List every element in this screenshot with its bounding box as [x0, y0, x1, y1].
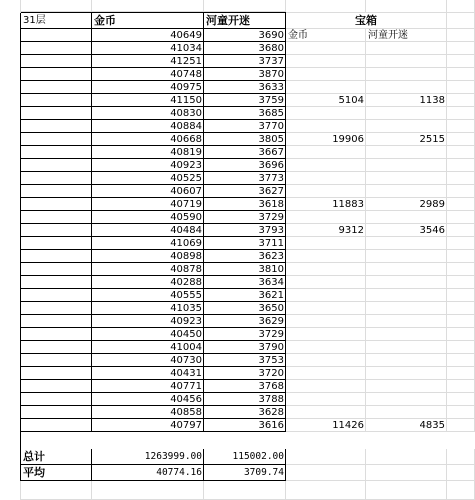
- empty-cell[interactable]: [447, 42, 475, 55]
- empty-cell[interactable]: [447, 0, 475, 13]
- treasure-gold-cell[interactable]: [286, 237, 366, 250]
- gold-cell[interactable]: 41150: [92, 94, 204, 107]
- floor-cell[interactable]: [21, 419, 92, 432]
- treasure-hetong-cell[interactable]: [366, 328, 447, 341]
- empty-cell[interactable]: [447, 68, 475, 81]
- table-row: [0, 159, 475, 172]
- treasure-hetong-cell[interactable]: [366, 159, 447, 172]
- empty-cell[interactable]: [447, 81, 475, 94]
- floor-cell[interactable]: [21, 276, 92, 289]
- treasure-gold-cell[interactable]: [286, 289, 366, 302]
- table-row: [0, 172, 475, 185]
- gold-cell[interactable]: 40484: [92, 224, 204, 237]
- empty-cell[interactable]: [204, 481, 286, 500]
- empty-cell[interactable]: [447, 263, 475, 276]
- treasure-gold-cell[interactable]: [286, 341, 366, 354]
- total-label-cell[interactable]: 总计: [21, 449, 92, 465]
- treasure-hetong-cell[interactable]: [366, 146, 447, 159]
- treasure-hetong-cell[interactable]: [366, 341, 447, 354]
- floor-cell[interactable]: [21, 380, 92, 393]
- empty-cell[interactable]: [447, 328, 475, 341]
- gold-cell[interactable]: 41035: [92, 302, 204, 315]
- treasure-gold-cell[interactable]: [286, 302, 366, 315]
- floor-cell[interactable]: [21, 81, 92, 94]
- floor-cell[interactable]: [21, 406, 92, 419]
- empty-cell[interactable]: [447, 354, 475, 367]
- floor-cell[interactable]: [21, 107, 92, 120]
- treasure-gold-cell[interactable]: [286, 211, 366, 224]
- floor-cell[interactable]: [21, 289, 92, 302]
- treasure-hetong-cell[interactable]: [366, 107, 447, 120]
- gold-cell[interactable]: 41069: [92, 237, 204, 250]
- table-row: [0, 94, 475, 107]
- treasure-gold-cell[interactable]: [286, 393, 366, 406]
- treasure-hetong-cell[interactable]: [366, 81, 447, 94]
- floor-cell[interactable]: [21, 211, 92, 224]
- hetong-cell[interactable]: 3621: [204, 289, 286, 302]
- hetong-cell[interactable]: 3711: [204, 237, 286, 250]
- table-row: [0, 276, 475, 289]
- treasure-gold-cell[interactable]: [286, 263, 366, 276]
- hetong-cell[interactable]: 3685: [204, 107, 286, 120]
- empty-cell[interactable]: [286, 449, 366, 465]
- treasure-gold-cell[interactable]: 11426: [286, 419, 366, 432]
- empty-cell[interactable]: [447, 393, 475, 406]
- floor-cell[interactable]: [21, 94, 92, 107]
- treasure-hetong-cell[interactable]: [366, 315, 447, 328]
- floor-cell[interactable]: [21, 133, 92, 146]
- gold-cell[interactable]: 40878: [92, 263, 204, 276]
- total-gold-cell[interactable]: 1263999.00: [92, 449, 204, 465]
- treasure-hetong-cell[interactable]: [366, 237, 447, 250]
- hetong-cell[interactable]: 3770: [204, 120, 286, 133]
- table-row: [0, 133, 475, 146]
- gold-cell[interactable]: 40450: [92, 328, 204, 341]
- treasure-gold-cell[interactable]: [286, 250, 366, 263]
- treasure-gold-cell[interactable]: [286, 380, 366, 393]
- treasure-gold-cell[interactable]: 5104: [286, 94, 366, 107]
- empty-cell[interactable]: [366, 449, 447, 465]
- empty-cell[interactable]: [447, 367, 475, 380]
- floor-cell[interactable]: [21, 354, 92, 367]
- floor-cell[interactable]: [21, 328, 92, 341]
- table-row: [0, 419, 475, 432]
- gold-cell[interactable]: 40819: [92, 146, 204, 159]
- treasure-hetong-cell[interactable]: [366, 393, 447, 406]
- hetong-cell[interactable]: 3788: [204, 393, 286, 406]
- average-label-cell[interactable]: 平均: [21, 465, 92, 481]
- empty-cell[interactable]: [447, 146, 475, 159]
- gold-cell[interactable]: 40730: [92, 354, 204, 367]
- hetong-cell[interactable]: 3690: [204, 29, 286, 42]
- hetong-cell[interactable]: 3729: [204, 211, 286, 224]
- treasure-gold-cell[interactable]: [286, 120, 366, 133]
- treasure-hetong-cell[interactable]: [366, 55, 447, 68]
- treasure-gold-cell[interactable]: 19906: [286, 133, 366, 146]
- treasure-gold-cell[interactable]: [286, 55, 366, 68]
- treasure-gold-cell[interactable]: [286, 406, 366, 419]
- treasure-hetong-cell[interactable]: [366, 354, 447, 367]
- gold-cell[interactable]: 40719: [92, 198, 204, 211]
- treasure-gold-cell[interactable]: [286, 107, 366, 120]
- empty-cell[interactable]: [447, 449, 475, 465]
- hetong-cell[interactable]: 3720: [204, 367, 286, 380]
- treasure-gold-cell[interactable]: [286, 354, 366, 367]
- empty-row: [0, 481, 475, 500]
- average-gold-cell[interactable]: 40774.16: [92, 465, 204, 481]
- empty-cell[interactable]: [447, 198, 475, 211]
- table-row: [0, 315, 475, 328]
- floor-cell[interactable]: [21, 172, 92, 185]
- treasure-gold-cell[interactable]: 11883: [286, 198, 366, 211]
- gold-cell[interactable]: 40830: [92, 107, 204, 120]
- floor-cell[interactable]: [21, 185, 92, 198]
- empty-cell[interactable]: [447, 29, 475, 42]
- gold-cell[interactable]: 40797: [92, 419, 204, 432]
- gold-cell[interactable]: 40923: [92, 159, 204, 172]
- total-hetong-cell[interactable]: 115002.00: [204, 449, 286, 465]
- floor-cell[interactable]: [21, 237, 92, 250]
- treasure-hetong-header[interactable]: 河童开迷: [366, 29, 447, 42]
- table-row: [0, 237, 475, 250]
- empty-cell[interactable]: [286, 481, 366, 500]
- treasure-gold-cell[interactable]: [286, 68, 366, 81]
- treasure-hetong-cell[interactable]: [366, 380, 447, 393]
- floor-label-cell[interactable]: 31层: [21, 13, 92, 29]
- floor-cell[interactable]: [21, 224, 92, 237]
- table-row: [0, 367, 475, 380]
- empty-cell[interactable]: [447, 133, 475, 146]
- treasure-hetong-cell[interactable]: 3546: [366, 224, 447, 237]
- empty-cell[interactable]: [447, 172, 475, 185]
- empty-cell[interactable]: [286, 465, 366, 481]
- empty-cell[interactable]: [286, 0, 366, 13]
- empty-cell[interactable]: [447, 302, 475, 315]
- treasure-gold-cell[interactable]: 9312: [286, 224, 366, 237]
- table-row: [0, 406, 475, 419]
- gold-cell[interactable]: 40456: [92, 393, 204, 406]
- gold-cell[interactable]: 40898: [92, 250, 204, 263]
- treasure-gold-cell[interactable]: [286, 315, 366, 328]
- empty-cell[interactable]: [447, 185, 475, 198]
- treasure-hetong-cell[interactable]: [366, 172, 447, 185]
- empty-row: [0, 0, 475, 13]
- hetong-cell[interactable]: 3696: [204, 159, 286, 172]
- table-row: [0, 29, 475, 42]
- table-row: [0, 393, 475, 406]
- hetong-cell[interactable]: 3870: [204, 68, 286, 81]
- empty-cell[interactable]: [447, 315, 475, 328]
- hetong-cell[interactable]: 3650: [204, 302, 286, 315]
- hetong-cell[interactable]: 3790: [204, 341, 286, 354]
- header-row: [0, 13, 475, 29]
- treasure-hetong-cell[interactable]: 2515: [366, 133, 447, 146]
- treasure-gold-cell[interactable]: [286, 367, 366, 380]
- treasure-hetong-cell[interactable]: 1138: [366, 94, 447, 107]
- floor-cell[interactable]: [21, 42, 92, 55]
- gold-cell[interactable]: 40748: [92, 68, 204, 81]
- gold-cell[interactable]: 40668: [92, 133, 204, 146]
- table-row: [0, 185, 475, 198]
- hetong-cell[interactable]: 3759: [204, 94, 286, 107]
- treasure-header[interactable]: 宝箱: [286, 13, 447, 29]
- treasure-hetong-cell[interactable]: [366, 120, 447, 133]
- empty-cell[interactable]: [447, 55, 475, 68]
- hetong-cell[interactable]: 3768: [204, 380, 286, 393]
- table-row: [0, 55, 475, 68]
- table-row: [0, 107, 475, 120]
- table-row: [0, 302, 475, 315]
- empty-cell[interactable]: [21, 481, 92, 500]
- hetong-cell[interactable]: 3680: [204, 42, 286, 55]
- empty-cell[interactable]: [447, 419, 475, 432]
- gold-cell[interactable]: 40431: [92, 367, 204, 380]
- empty-cell[interactable]: [447, 159, 475, 172]
- hetong-cell[interactable]: 3805: [204, 133, 286, 146]
- gold-cell[interactable]: 41251: [92, 55, 204, 68]
- treasure-hetong-cell[interactable]: [366, 185, 447, 198]
- empty-cell[interactable]: [447, 250, 475, 263]
- treasure-gold-cell[interactable]: [286, 172, 366, 185]
- empty-cell[interactable]: [447, 94, 475, 107]
- treasure-gold-cell[interactable]: [286, 81, 366, 94]
- treasure-gold-cell[interactable]: [286, 42, 366, 55]
- hetong-cell[interactable]: 3737: [204, 55, 286, 68]
- floor-cell[interactable]: [21, 55, 92, 68]
- table-row: [0, 224, 475, 237]
- table-row: [0, 289, 475, 302]
- average-row: [0, 465, 475, 481]
- hetong-cell[interactable]: 3773: [204, 172, 286, 185]
- hetong-cell[interactable]: 3628: [204, 406, 286, 419]
- table-row: [0, 81, 475, 94]
- hetong-cell[interactable]: 3793: [204, 224, 286, 237]
- treasure-gold-cell[interactable]: [286, 146, 366, 159]
- gold-cell[interactable]: 40975: [92, 81, 204, 94]
- floor-cell[interactable]: [21, 250, 92, 263]
- hetong-cell[interactable]: 3616: [204, 419, 286, 432]
- hetong-cell[interactable]: 3667: [204, 146, 286, 159]
- treasure-gold-cell[interactable]: [286, 185, 366, 198]
- treasure-gold-cell[interactable]: [286, 276, 366, 289]
- treasure-hetong-cell[interactable]: 4835: [366, 419, 447, 432]
- empty-cell[interactable]: [447, 13, 475, 29]
- floor-cell[interactable]: [21, 120, 92, 133]
- empty-cell[interactable]: [366, 465, 447, 481]
- table-row: [0, 328, 475, 341]
- hetong-cell[interactable]: 3627: [204, 185, 286, 198]
- gold-cell[interactable]: 40288: [92, 276, 204, 289]
- hetong-cell[interactable]: 3729: [204, 328, 286, 341]
- floor-cell[interactable]: [21, 263, 92, 276]
- treasure-hetong-cell[interactable]: [366, 68, 447, 81]
- treasure-hetong-cell[interactable]: [366, 263, 447, 276]
- empty-cell[interactable]: [447, 107, 475, 120]
- treasure-hetong-cell[interactable]: [366, 302, 447, 315]
- gold-cell[interactable]: 40525: [92, 172, 204, 185]
- floor-cell[interactable]: [21, 315, 92, 328]
- empty-cell[interactable]: [447, 481, 475, 500]
- total-row: [0, 449, 475, 465]
- hetong-cell[interactable]: 3810: [204, 263, 286, 276]
- hetong-column-header[interactable]: 河童开迷: [204, 13, 286, 29]
- floor-cell[interactable]: [21, 393, 92, 406]
- gold-cell[interactable]: 40607: [92, 185, 204, 198]
- empty-cell[interactable]: [447, 224, 475, 237]
- table-row: [0, 354, 475, 367]
- treasure-gold-header[interactable]: 金币: [286, 29, 366, 42]
- table-row: [0, 263, 475, 276]
- table-row: [0, 341, 475, 354]
- table-row: [0, 250, 475, 263]
- gold-cell[interactable]: 41004: [92, 341, 204, 354]
- floor-cell[interactable]: [21, 302, 92, 315]
- gold-cell[interactable]: 40771: [92, 380, 204, 393]
- hetong-cell[interactable]: 3633: [204, 81, 286, 94]
- treasure-gold-cell[interactable]: [286, 159, 366, 172]
- table-row: [0, 380, 475, 393]
- treasure-hetong-cell[interactable]: [366, 289, 447, 302]
- floor-cell[interactable]: [21, 146, 92, 159]
- gold-cell[interactable]: 40884: [92, 120, 204, 133]
- table-row: [0, 42, 475, 55]
- gold-column-header[interactable]: 金币: [92, 13, 204, 29]
- empty-cell[interactable]: [447, 289, 475, 302]
- table-row: [0, 68, 475, 81]
- hetong-cell[interactable]: 3634: [204, 276, 286, 289]
- empty-cell[interactable]: [21, 0, 92, 12]
- gold-cell[interactable]: 41034: [92, 42, 204, 55]
- average-hetong-cell[interactable]: 3709.74: [204, 465, 286, 481]
- hetong-cell[interactable]: 3753: [204, 354, 286, 367]
- empty-cell[interactable]: [92, 481, 204, 500]
- treasure-hetong-cell[interactable]: [366, 250, 447, 263]
- gold-cell[interactable]: 40555: [92, 289, 204, 302]
- treasure-hetong-cell[interactable]: [366, 211, 447, 224]
- empty-cell[interactable]: [366, 481, 447, 500]
- empty-cell[interactable]: [447, 237, 475, 250]
- hetong-cell[interactable]: 3629: [204, 315, 286, 328]
- empty-cell[interactable]: [447, 380, 475, 393]
- floor-cell[interactable]: [21, 367, 92, 380]
- floor-cell[interactable]: [21, 29, 92, 42]
- empty-cell[interactable]: [447, 341, 475, 354]
- hetong-cell[interactable]: 3623: [204, 250, 286, 263]
- floor-cell[interactable]: [21, 198, 92, 211]
- empty-cell[interactable]: [366, 0, 447, 13]
- table-row: [0, 198, 475, 211]
- floor-cell[interactable]: [21, 341, 92, 354]
- empty-cell[interactable]: [447, 211, 475, 224]
- treasure-hetong-cell[interactable]: [366, 276, 447, 289]
- treasure-gold-cell[interactable]: [286, 328, 366, 341]
- empty-cell[interactable]: [447, 276, 475, 289]
- treasure-hetong-cell[interactable]: [366, 367, 447, 380]
- treasure-hetong-cell[interactable]: 2989: [366, 198, 447, 211]
- empty-cell[interactable]: [447, 465, 475, 481]
- empty-cell[interactable]: [204, 0, 286, 12]
- hetong-cell[interactable]: 3618: [204, 198, 286, 211]
- table-row: [0, 120, 475, 133]
- treasure-hetong-cell[interactable]: [366, 406, 447, 419]
- empty-cell[interactable]: [92, 0, 204, 12]
- empty-cell[interactable]: [447, 120, 475, 133]
- table-row: [0, 211, 475, 224]
- floor-cell[interactable]: [21, 159, 92, 172]
- gold-cell[interactable]: 40590: [92, 211, 204, 224]
- gold-cell[interactable]: 40858: [92, 406, 204, 419]
- empty-cell[interactable]: [447, 406, 475, 419]
- gold-cell[interactable]: 40923: [92, 315, 204, 328]
- floor-cell[interactable]: [21, 68, 92, 81]
- treasure-hetong-cell[interactable]: [366, 42, 447, 55]
- table-row: [0, 146, 475, 159]
- gold-cell[interactable]: 40649: [92, 29, 204, 42]
